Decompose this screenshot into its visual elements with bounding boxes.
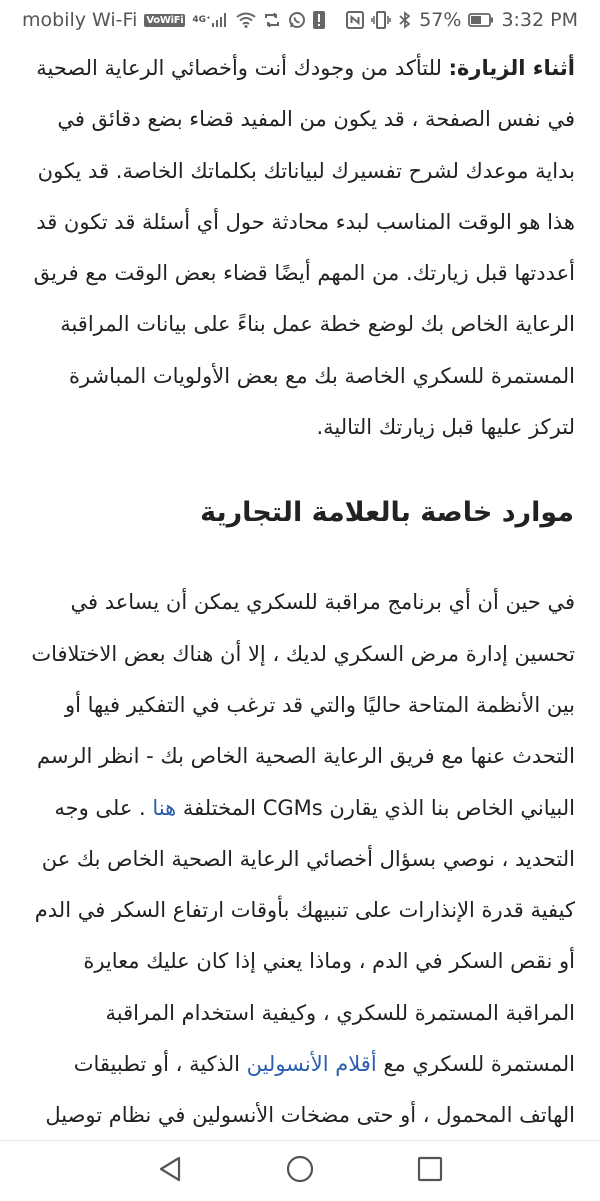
brand-resources-paragraph (26, 577, 575, 1140)
back-button[interactable] (105, 1155, 235, 1187)
whatsapp-icon (288, 11, 306, 29)
article-body (0, 43, 600, 453)
article-viewport[interactable] (0, 40, 600, 1140)
visit-paragraph-lead: أثناء الزيارة: (448, 56, 575, 80)
wifi-icon (236, 12, 256, 28)
status-right (346, 9, 578, 31)
alert-icon (313, 11, 325, 29)
signal-icon (192, 12, 228, 28)
status-left (22, 9, 325, 31)
clock: 3:32 PM (501, 9, 578, 31)
recents-icon (417, 1156, 443, 1186)
recents-button[interactable] (365, 1156, 495, 1186)
visit-paragraph (26, 43, 575, 453)
vowifi-badge: VoWiFi (146, 14, 184, 26)
status-bar (0, 0, 600, 40)
article-body-2 (0, 577, 600, 1140)
nfc-icon (346, 11, 364, 29)
brand-paragraph-part3: الذكية ، أو تطبيقات الهاتف المحمول ، أو حتى مضخات الأنسولين في نظام توصيل (45, 1052, 575, 1128)
system-nav-bar (0, 1140, 600, 1201)
home-button[interactable] (235, 1154, 365, 1188)
link-here[interactable]: هنا (152, 795, 177, 820)
sync-icon (263, 12, 281, 28)
back-icon (157, 1155, 183, 1187)
vibrate-icon (371, 11, 391, 29)
brand-paragraph-part2: . على وجه التحديد ، نوصي بسؤال أخصائي الرعاية الصحية الخاص بك عن كيفية قدرة الإنذارات على تنبيهك بأوقات ارتفاع السكر في الدم أو نقص السكر في الدم ، وماذا يعني إذا كان عليك معايرة المراقبة المستمرة للسكري ، وكيفية استخدام المراقبة المستمرة للسكري مع (34, 795, 575, 1077)
network-type-label: 4G⁺ (192, 15, 211, 25)
bluetooth-icon (398, 11, 412, 29)
carrier-label: mobily Wi-Fi (22, 9, 138, 31)
link-insulin-pens[interactable]: أقلام الأنسولين (246, 1052, 377, 1077)
visit-paragraph-text: للتأكد من وجودك أنت وأخصائي الرعاية الصحية في نفس الصفحة ، قد يكون من المفيد قضاء بضع دقائق في بداية موعدك لشرح تفسيرك لبياناتك بكلماتك الخاصة. قد يكون هذا هو الوقت المناسب لبدء محادثة حول أي أسئلة قد تكون قد أعددتها قبل زيارتك. من المهم أيضًا قضاء بعض الوقت مع فريق الرعاية الخاص بك لوضع خطة عمل بناءً على بيانات المراقبة المستمرة للسكري الخاصة بك مع بعض الأولويات المباشرة لتركز عليها قبل زيارتك التالية. (33, 56, 575, 440)
battery-percent: 57% (419, 9, 462, 31)
home-icon (285, 1154, 315, 1188)
section-heading: موارد خاصة بالعلامة التجارية (200, 497, 574, 529)
brand-paragraph-part1: في حين أن أي برنامج مراقبة للسكري يمكن أن يساعد في تحسين إدارة مرض السكري لديك ، إلا أن هناك بعض الاختلافات بين الأنظمة المتاحة حاليًا والتي قد ترغب في التفكير فيها أو التحدث عنها مع فريق الرعاية الصحية الخاص بك - انظر الرسم البياني الخاص بنا الذي يقارن CGMs المختلفة (31, 590, 575, 820)
battery-icon (468, 13, 494, 27)
